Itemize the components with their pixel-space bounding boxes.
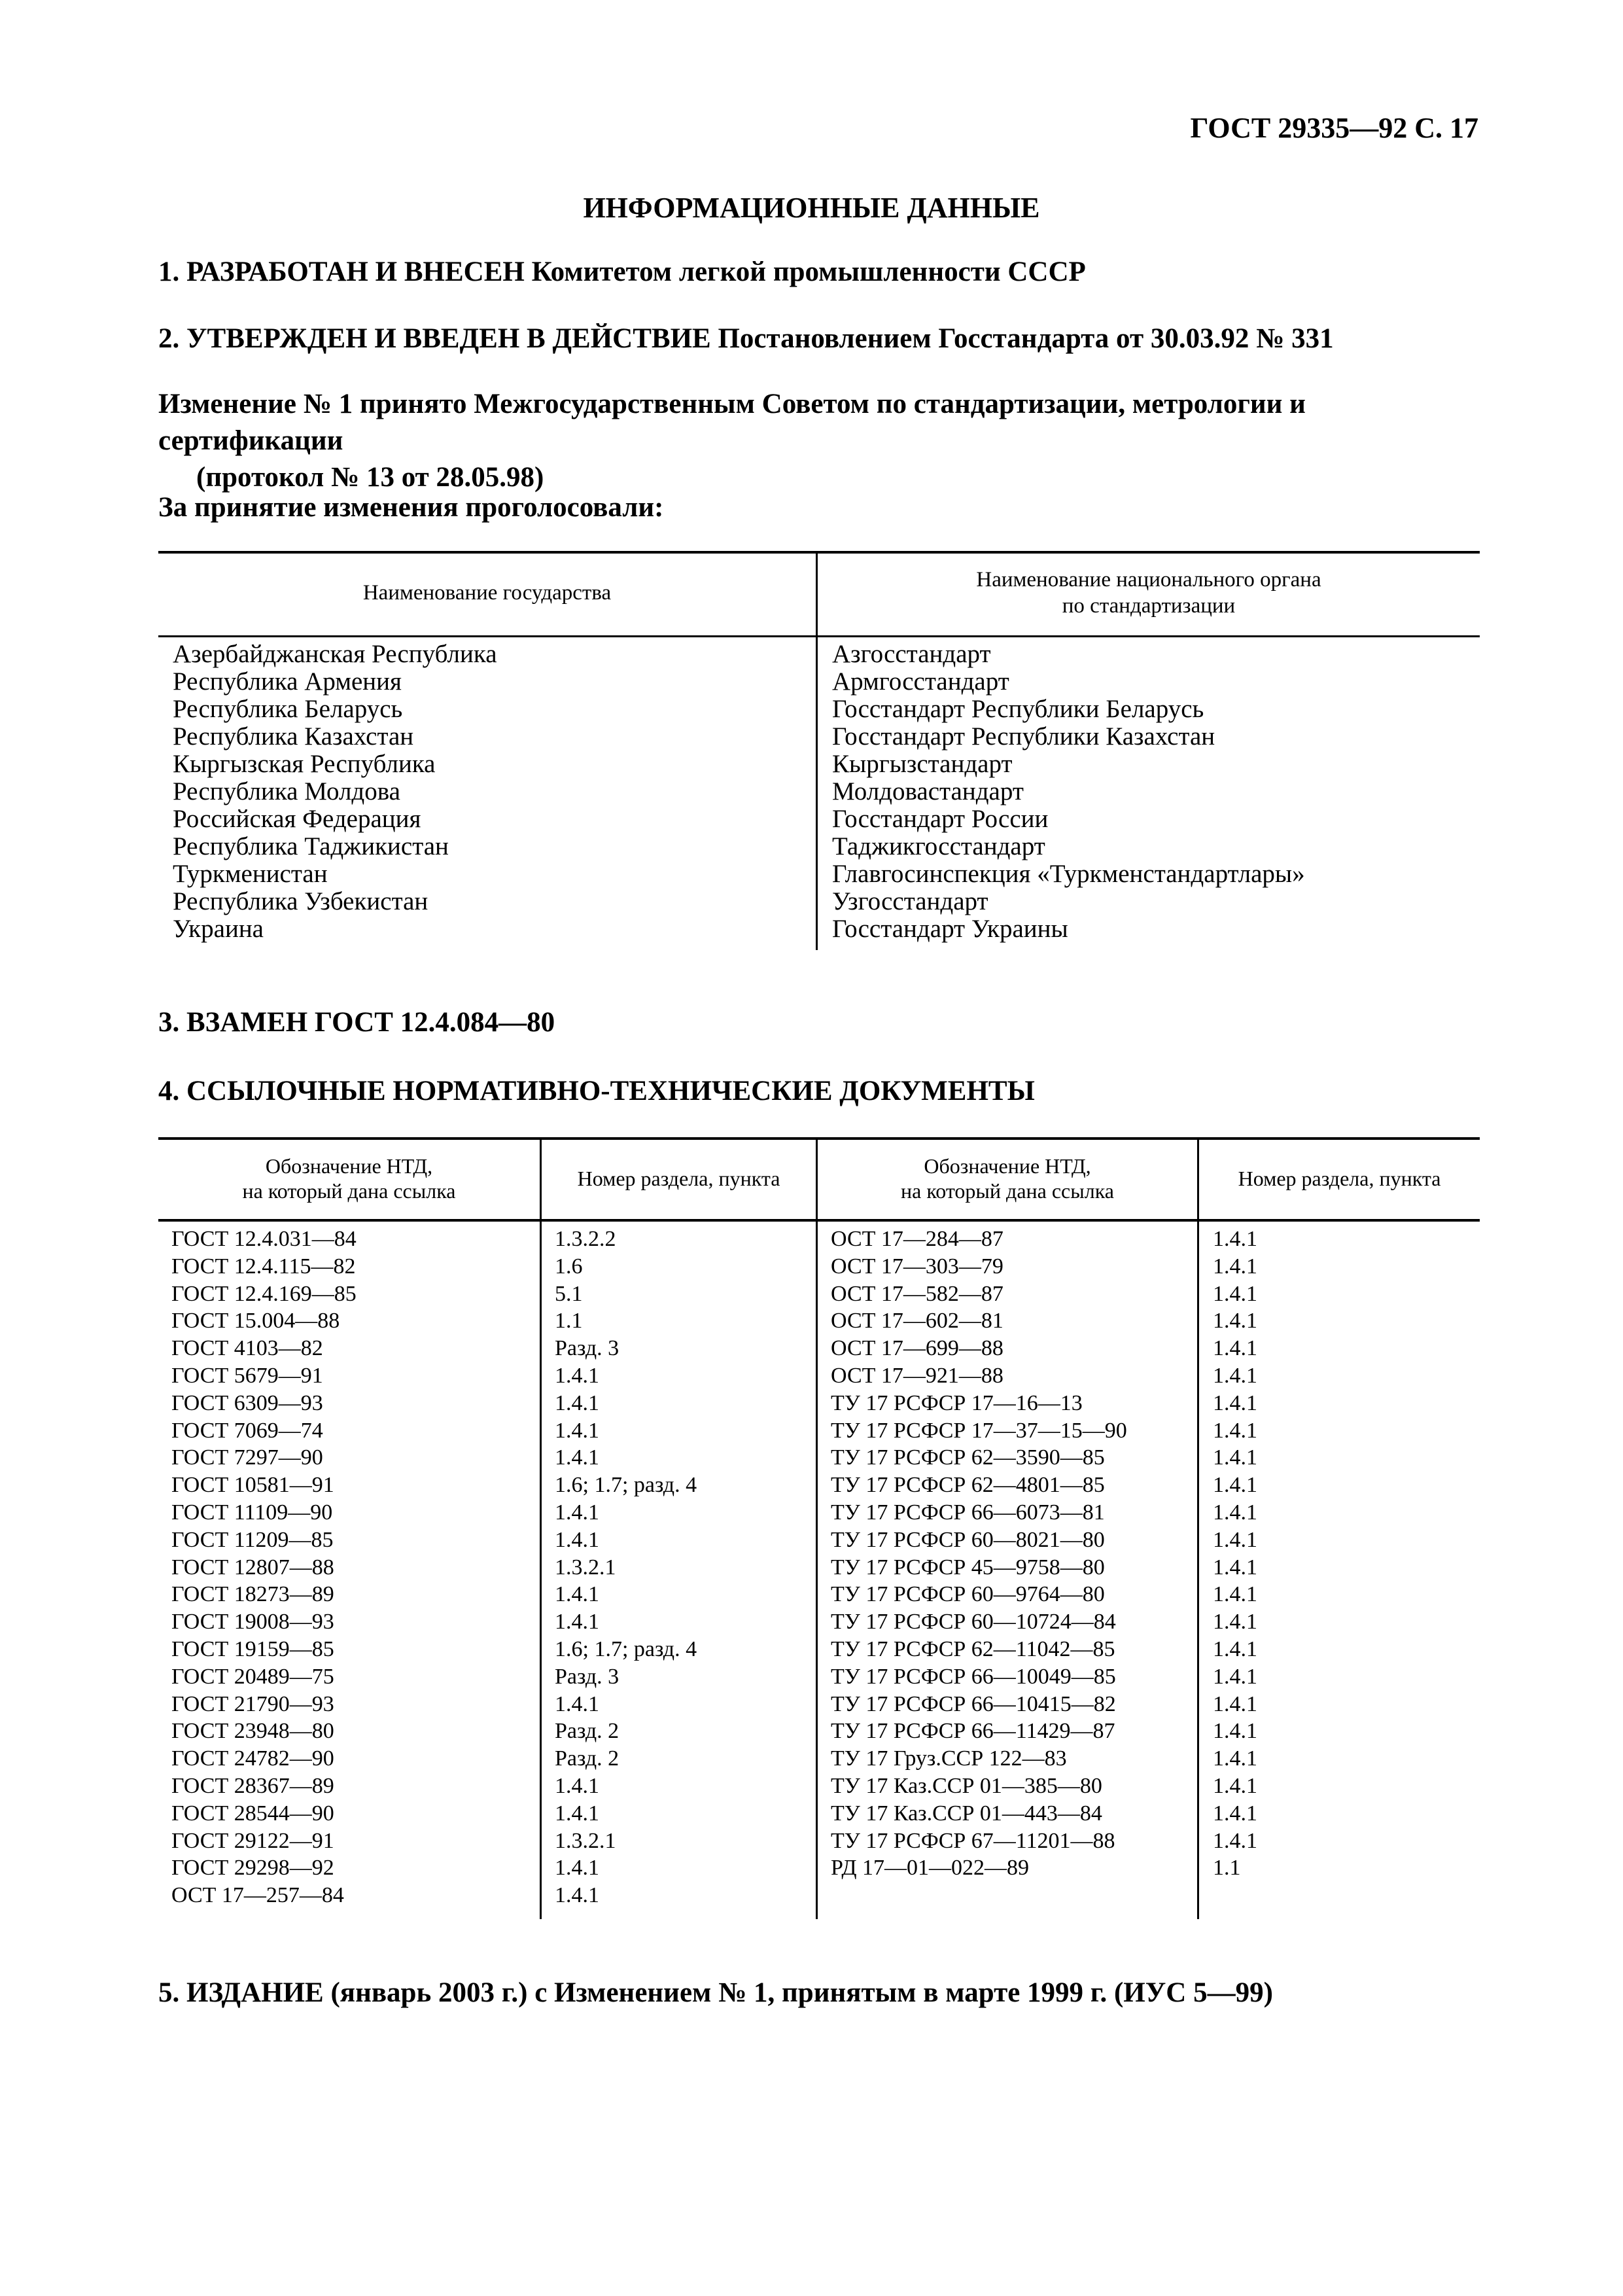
section-column-right (1213, 1226, 1257, 1882)
column-divider (816, 1137, 818, 1919)
doc-designation: ГОСТ 12.4.031—84 (171, 1227, 357, 1251)
section-number: 1.4.1 (1213, 1527, 1257, 1552)
doc-designation: ГОСТ 19008—93 (171, 1610, 334, 1634)
section-number: 1.6 (555, 1254, 583, 1279)
item-2 (158, 321, 1480, 357)
doc-designation: ТУ 17 РСФСР 60—8021—80 (831, 1527, 1105, 1552)
item-5-text: 5. ИЗДАНИЕ (январь 2003 г.) с Изменением № 1, принятым в марте 1999 г. (ИУС 5—99) (158, 1977, 1273, 2008)
header-line2: на который дана ссылка (242, 1178, 456, 1203)
header-line2: на который дана ссылка (901, 1178, 1114, 1203)
section-number: 1.4.1 (555, 1363, 599, 1388)
item-2-label: 2. УТВЕРЖДЕН И ВВЕДЕН В ДЕЙСТВИЕ (158, 323, 711, 354)
section-number: 1.1 (1213, 1856, 1241, 1881)
section-number: 1.4.1 (555, 1801, 599, 1826)
doc-designation: ТУ 17 РСФСР 66—11429—87 (831, 1719, 1115, 1744)
doc-designation: ГОСТ 29298—92 (171, 1856, 334, 1881)
doc-designation: ГОСТ 6309—93 (171, 1390, 323, 1415)
standards-body: Азгосстандарт (832, 640, 991, 668)
item-1 (158, 254, 1480, 291)
doc-designation: ГОСТ 7069—74 (171, 1418, 323, 1443)
doc-designation: ГОСТ 24782—90 (171, 1746, 334, 1771)
doc-designation: ОСТ 17—582—87 (831, 1281, 1003, 1306)
column-divider (1197, 1137, 1199, 1919)
doc-designation: ТУ 17 РСФСР 17—16—13 (831, 1390, 1083, 1415)
section-number: 1.4.1 (1213, 1500, 1257, 1525)
doc-designation: ГОСТ 21790—93 (171, 1691, 334, 1716)
section-number: 1.4.1 (1213, 1610, 1257, 1634)
standards-body: Узгосстандарт (832, 887, 988, 915)
section-number: 1.4.1 (555, 1856, 599, 1881)
section-number: 1.4.1 (1213, 1746, 1257, 1771)
section-number: 1.4.1 (1213, 1309, 1257, 1333)
standards-body: Таджикгосстандарт (832, 832, 1045, 860)
standards-body: Кыргызстандарт (832, 750, 1013, 778)
table-header-rule (158, 1219, 1480, 1222)
doc-designation: ГОСТ 28544—90 (171, 1801, 334, 1826)
doc-designation: ГОСТ 12.4.115—82 (171, 1254, 356, 1279)
header-section-right: Номер раздела, пункта (1238, 1166, 1441, 1190)
section-number: 1.4.1 (1213, 1801, 1257, 1826)
section-number: 1.4.1 (1213, 1390, 1257, 1415)
table-header-rule (158, 635, 1480, 637)
doc-designation: ТУ 17 РСФСР 66—10415—82 (831, 1691, 1116, 1716)
doc-designation: ОСТ 17—284—87 (831, 1227, 1003, 1251)
item-4-text: 4. ССЫЛОЧНЫЕ НОРМАТИВНО-ТЕХНИЧЕСКИЕ ДОКУМЕНТЫ (158, 1076, 1035, 1106)
section-number: 1.4.1 (555, 1773, 599, 1798)
section-number: Разд. 3 (555, 1336, 620, 1361)
section-number: 1.4.1 (1213, 1636, 1257, 1661)
header-section-left: Номер раздела, пункта (577, 1166, 780, 1190)
standards-body: Армгосстандарт (832, 667, 1009, 696)
doc-designation: ГОСТ 12.4.169—85 (171, 1281, 357, 1306)
state-name: Украина (173, 915, 264, 943)
state-name: Республика Узбекистан (173, 887, 428, 915)
section-number: 1.4.1 (555, 1691, 599, 1716)
doc-designation: ГОСТ 29122—91 (171, 1828, 334, 1853)
standards-body: Главгосинспекция «Туркменстандартлары» (832, 860, 1305, 888)
doc-designation: ГОСТ 20489—75 (171, 1664, 334, 1689)
section-number: Разд. 2 (555, 1746, 620, 1771)
section-number: 1.4.1 (555, 1500, 599, 1525)
section-number: 1.6; 1.7; разд. 4 (555, 1473, 697, 1498)
doc-designation: ТУ 17 Каз.ССР 01—385—80 (831, 1773, 1102, 1798)
standards-body: Госстандарт Украины (832, 915, 1068, 943)
doc-designation: ГОСТ 19159—85 (171, 1636, 334, 1661)
section-number: 1.4.1 (1213, 1336, 1257, 1361)
voted-text: За принятие изменения проголосовали: (158, 492, 664, 523)
doc-designation: ГОСТ 11109—90 (171, 1500, 333, 1525)
doc-designation: ГОСТ 5679—91 (171, 1363, 323, 1388)
column-divider (540, 1137, 542, 1919)
section-number: 1.4.1 (555, 1445, 599, 1470)
section-number: 1.4.1 (1213, 1281, 1257, 1306)
section-number: 1.4.1 (555, 1582, 599, 1607)
state-name: Туркменистан (173, 860, 328, 888)
doc-designation: РД 17—01—022—89 (831, 1856, 1030, 1881)
section-column-left (555, 1226, 697, 1909)
standards-body: Госстандарт Республики Беларусь (832, 695, 1204, 723)
section-number: 1.4.1 (1213, 1828, 1257, 1853)
section-number: 1.4.1 (555, 1390, 599, 1415)
section-number: 1.4.1 (1213, 1445, 1257, 1470)
section-number: 1.4.1 (555, 1610, 599, 1634)
header-doc-right (818, 1137, 1197, 1219)
item-2-text: Постановлением Госстандарта от 30.03.92 № 331 (710, 323, 1334, 354)
doc-designation: ТУ 17 Каз.ССР 01—443—84 (831, 1801, 1102, 1826)
doc-designation: ТУ 17 Груз.ССР 122—83 (831, 1746, 1067, 1771)
header-line1: Обозначение НТД, (924, 1154, 1091, 1178)
section-number: 1.4.1 (555, 1883, 599, 1908)
bodies-column (832, 641, 1305, 943)
header-body-line1: Наименование национального органа (976, 568, 1321, 592)
doc-designation: ГОСТ 10581—91 (171, 1473, 334, 1498)
doc-designation: ГОСТ 28367—89 (171, 1773, 334, 1798)
doc-designation: ТУ 17 РСФСР 62—4801—85 (831, 1473, 1105, 1498)
item-1-label: 1. РАЗРАБОТАН И ВНЕСЕН (158, 256, 525, 287)
section-number: 1.4.1 (1213, 1418, 1257, 1443)
doc-designation: ТУ 17 РСФСР 66—10049—85 (831, 1664, 1116, 1689)
standards-body: Госстандарт Республики Казахстан (832, 722, 1215, 751)
section-number: 1.4.1 (1213, 1691, 1257, 1716)
doc-column-left (171, 1226, 357, 1909)
doc-designation: ТУ 17 РСФСР 62—11042—85 (831, 1636, 1115, 1661)
item-5 (158, 1975, 1480, 2011)
section-number: 1.4.1 (1213, 1227, 1257, 1251)
doc-designation: ТУ 17 РСФСР 60—10724—84 (831, 1610, 1116, 1634)
state-name: Азербайджанская Республика (173, 640, 497, 668)
item-3-text: 3. ВЗАМЕН ГОСТ 12.4.084—80 (158, 1007, 555, 1038)
doc-designation: ТУ 17 РСФСР 45—9758—80 (831, 1555, 1105, 1580)
doc-designation: ГОСТ 12807—88 (171, 1555, 334, 1580)
state-name: Республика Казахстан (173, 722, 414, 751)
section-number: 1.4.1 (1213, 1363, 1257, 1388)
header-state: Наименование государства (362, 581, 612, 605)
doc-designation: ГОСТ 7297—90 (171, 1445, 323, 1470)
states-column (173, 641, 497, 943)
state-name: Республика Беларусь (173, 695, 403, 723)
header-doc-left (158, 1137, 540, 1219)
doc-designation: ТУ 17 РСФСР 60—9764—80 (831, 1582, 1105, 1607)
running-head: ГОСТ 29335—92 С. 17 (1190, 112, 1478, 144)
standards-body: Госстандарт России (832, 805, 1049, 833)
header-body (818, 551, 1480, 635)
doc-designation: ТУ 17 РСФСР 17—37—15—90 (831, 1418, 1127, 1443)
doc-designation: ТУ 17 РСФСР 67—11201—88 (831, 1828, 1115, 1853)
doc-designation: ОСТ 17—303—79 (831, 1254, 1003, 1279)
doc-column-right (831, 1226, 1127, 1882)
state-name: Республика Молдова (173, 777, 400, 805)
doc-designation: ОСТ 17—921—88 (831, 1363, 1003, 1388)
section-number: 1.4.1 (1213, 1254, 1257, 1279)
section-number: 1.3.2.1 (555, 1555, 616, 1580)
doc-designation: ГОСТ 18273—89 (171, 1582, 334, 1607)
doc-designation: ГОСТ 23948—80 (171, 1719, 334, 1744)
section-number: 1.4.1 (555, 1418, 599, 1443)
section-number: 1.4.1 (555, 1527, 599, 1552)
doc-designation: ОСТ 17—699—88 (831, 1336, 1003, 1361)
section-number: Разд. 3 (555, 1664, 620, 1689)
header-line1: Обозначение НТД, (265, 1154, 433, 1178)
item-4 (158, 1073, 1480, 1110)
section-number: 1.3.2.2 (555, 1227, 616, 1251)
change-note-line1: Изменение № 1 принято Межгосударственным Советом по стандартизации, метрологии и сертификации (158, 389, 1306, 456)
doc-designation: ГОСТ 15.004—88 (171, 1309, 340, 1333)
state-name: Кыргызская Республика (173, 750, 436, 778)
doc-designation: ТУ 17 РСФСР 62—3590—85 (831, 1445, 1105, 1470)
section-number: 1.4.1 (1213, 1773, 1257, 1798)
section-number: 1.1 (555, 1309, 583, 1333)
section-number: 1.6; 1.7; разд. 4 (555, 1636, 697, 1661)
page-title: ИНФОРМАЦИОННЫЕ ДАННЫЕ (583, 192, 1040, 224)
change-note-line2: (протокол № 13 от 28.05.98) (196, 462, 544, 493)
state-name: Республика Таджикистан (173, 832, 449, 860)
section-number: Разд. 2 (555, 1719, 620, 1744)
item-3 (158, 1004, 1480, 1041)
change-note (158, 386, 1480, 496)
section-number: 1.4.1 (1213, 1555, 1257, 1580)
doc-designation: ТУ 17 РСФСР 66—6073—81 (831, 1500, 1105, 1525)
section-number: 1.4.1 (1213, 1664, 1257, 1689)
section-number: 5.1 (555, 1281, 583, 1306)
standards-body: Молдовастандарт (832, 777, 1024, 805)
state-name: Российская Федерация (173, 805, 421, 833)
section-number: 1.4.1 (1213, 1473, 1257, 1498)
doc-designation: ОСТ 17—257—84 (171, 1883, 344, 1908)
state-name: Республика Армения (173, 667, 402, 696)
header-body-line2: по стандартизации (1062, 594, 1236, 618)
section-number: 1.4.1 (1213, 1582, 1257, 1607)
voted-caption (158, 489, 1480, 526)
doc-designation: ОСТ 17—602—81 (831, 1309, 1003, 1333)
section-number: 1.4.1 (1213, 1719, 1257, 1744)
section-number: 1.3.2.1 (555, 1828, 616, 1853)
doc-designation: ГОСТ 11209—85 (171, 1527, 334, 1552)
doc-designation: ГОСТ 4103—82 (171, 1336, 323, 1361)
item-1-text: Комитетом легкой промышленности СССР (524, 256, 1086, 287)
